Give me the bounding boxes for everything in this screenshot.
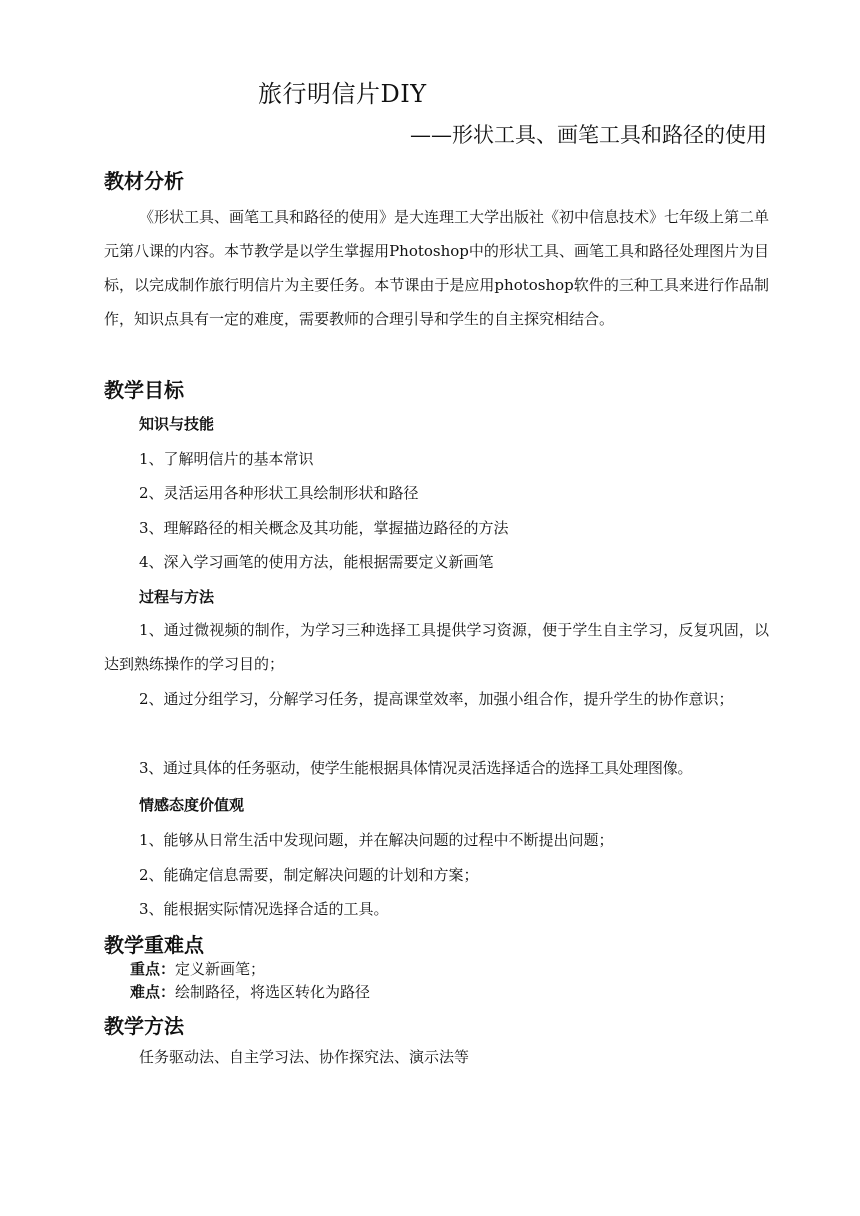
section-heading-goals: 教学目标: [104, 378, 184, 402]
knowledge-item: 1、了解明信片的基本常识: [139, 450, 314, 468]
process-item: 1、通过微视频的制作，为学习三种选择工具提供学习资源，便于学生自主学习，反复巩固，以达到熟练操作的学习目的；: [104, 621, 769, 673]
attitude-item: 1、能够从日常生活中发现问题，并在解决问题的过程中不断提出问题；: [139, 831, 614, 849]
difficult-point-line: [130, 981, 370, 1002]
difficult-point-label: 难点：: [130, 983, 176, 1001]
knowledge-item: 4、深入学习画笔的使用方法，能根据需要定义新画笔: [139, 553, 494, 571]
process-item: 2、通过分组学习，分解学习任务，提高课堂效率，加强小组合作，提升学生的协作意识；: [139, 690, 734, 708]
subheading-process: 过程与方法: [139, 588, 215, 606]
analysis-paragraph: 《形状工具、画笔工具和路径的使用》是大连理工大学出版社《初中信息技术》七年级上第二单元第八课的内容。本节教学是以学生掌握用Photoshop中的形状工具、画笔工具和路径处理图片为目标，以完成制作旅行明信片为主要任务。本节课由于是应用photoshop软件的三种工具来进行作品制作，知识点具有一定的难度，需要教师的合理引导和学生的自主探究相结合。: [104, 208, 770, 328]
knowledge-item: 3、理解路径的相关概念及其功能，掌握描边路径的方法: [139, 519, 509, 537]
subheading-attitude: 情感态度价值观: [139, 796, 245, 814]
key-point-line: [130, 958, 265, 979]
section-heading-key-points: 教学重难点: [104, 933, 204, 957]
key-point-label: 重点：: [130, 960, 176, 978]
process-item: 3、通过具体的任务驱动，使学生能根据具体情况灵活选择适合的选择工具处理图像。: [139, 759, 693, 777]
document-title: 旅行明信片DIY: [258, 80, 427, 108]
knowledge-item: 2、灵活运用各种形状工具绘制形状和路径: [139, 484, 419, 502]
key-point-text: 定义新画笔；: [175, 960, 266, 978]
section-heading-analysis: 教材分析: [104, 169, 184, 193]
attitude-item: 3、能根据实际情况选择合适的工具。: [139, 900, 389, 918]
attitude-item: 2、能确定信息需要，制定解决问题的计划和方案；: [139, 866, 479, 884]
difficult-point-text: 绘制路径，将选区转化为路径: [175, 983, 371, 1001]
subheading-knowledge: 知识与技能: [139, 415, 215, 433]
section-heading-methods: 教学方法: [104, 1014, 184, 1038]
document-subtitle: ——形状工具、画笔工具和路径的使用: [410, 123, 767, 147]
methods-text: 任务驱动法、自主学习法、协作探究法、演示法等: [139, 1048, 470, 1066]
